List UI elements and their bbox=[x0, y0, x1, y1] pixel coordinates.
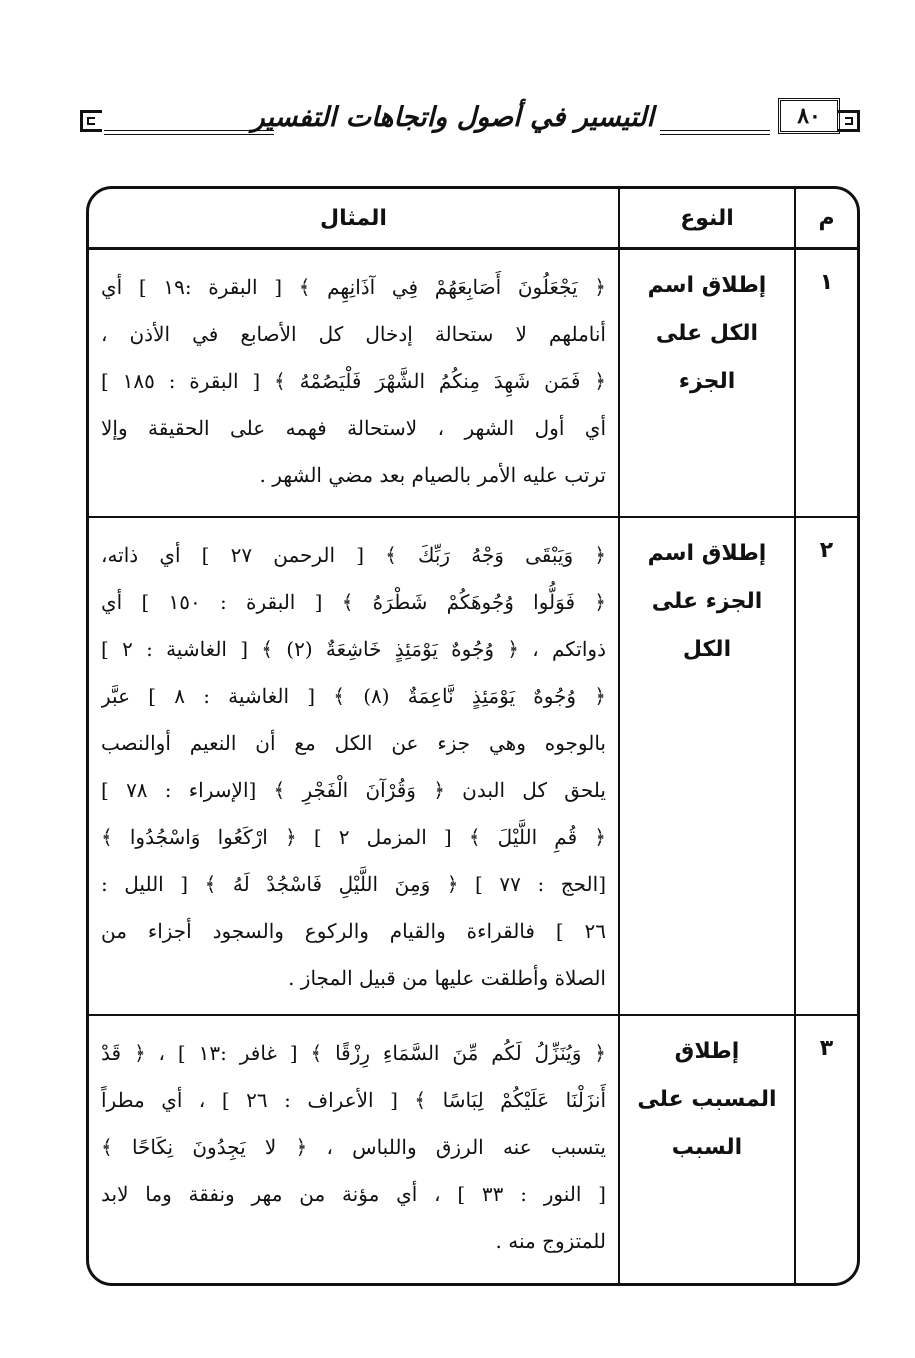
example-line: [ النور : ٣٣ ] ، أي مؤنة من مهر ونفقة وما لابد bbox=[101, 1181, 606, 1206]
example-line: ﴿ وَيُنَزِّلُ لَكُم مِّنَ السَّمَاءِ رِزْقًا ﴾ [ غافر :١٣ ] ، ﴿ قَدْ bbox=[101, 1040, 606, 1065]
example-line: يتسبب عنه الرزق واللباس ، ﴿ لا يَجِدُونَ نِكَاحًا ﴾ bbox=[101, 1134, 606, 1159]
type-line: الكل bbox=[682, 636, 732, 662]
type-line: المسبب على bbox=[637, 1086, 777, 1112]
example-line: ﴿ وَيَبْقَى وَجْهُ رَبِّكَ ﴾ [ الرحمن ٢٧ ] أي ذاته، bbox=[101, 542, 606, 567]
example-line: يلحق كل البدن ﴿ وَقُرْآنَ الْفَجْرِ ﴾ [الإسراء : ٧٨ ] bbox=[101, 777, 606, 802]
running-header bbox=[80, 96, 860, 152]
type-line: الجزء على bbox=[651, 588, 763, 614]
example-line: أَنزَلْنَا عَلَيْكُمْ لِبَاسًا ﴾ [ الأعراف : ٢٦ ] ، أي مطراً bbox=[101, 1087, 606, 1112]
example-line: الصلاة وأطلقت عليها من قبيل المجاز . bbox=[288, 965, 606, 990]
page-number: ٨٠ bbox=[778, 98, 840, 134]
example-line: ذواتكم ، ﴿ وُجُوهٌ يَوْمَئِذٍ خَاشِعَةٌ (٢) ﴾ [ الغاشية : ٢ ] bbox=[101, 636, 606, 661]
column-header-type: النوع bbox=[619, 189, 795, 249]
table bbox=[89, 189, 857, 1283]
type-line: إطلاق bbox=[674, 1038, 740, 1064]
figures-of-speech-table bbox=[86, 186, 860, 1286]
type-line: إطلاق اسم bbox=[647, 540, 767, 566]
corner-ornament-right bbox=[838, 110, 860, 132]
example-line: ﴿ فَمَن شَهِدَ مِنكُمُ الشَّهْرَ فَلْيَصُمْهُ ﴾ [ البقرة : ١٨٥ ] bbox=[101, 369, 606, 393]
example-line: ﴿ فَوَلُّوا وُجُوهَكُمْ شَطْرَهُ ﴾ [ البقرة : ١٥٠ ] أي bbox=[101, 589, 606, 614]
column-header-num: م bbox=[795, 189, 857, 249]
type-line: الكل على bbox=[655, 321, 759, 346]
row-type bbox=[619, 1015, 795, 1284]
type-line: إطلاق اسم bbox=[647, 273, 767, 298]
type-line: الجزء bbox=[678, 369, 736, 394]
row-example bbox=[89, 517, 619, 1015]
row-number: ٢ bbox=[795, 517, 857, 1015]
table-row bbox=[89, 517, 857, 1015]
row-example bbox=[89, 249, 619, 517]
row-example bbox=[89, 1015, 619, 1284]
row-number: ٣ bbox=[795, 1015, 857, 1284]
example-line: ﴿ يَجْعَلُونَ أَصَابِعَهُمْ فِي آذَانِهِم ﴾ [ البقرة :١٩ ] أي bbox=[101, 275, 606, 299]
column-header-example: المثال bbox=[89, 189, 619, 249]
example-line: ﴿ قُمِ اللَّيْلَ ﴾ [ المزمل ٢ ] ﴿ ارْكَعُوا وَاسْجُدُوا ﴾ bbox=[101, 824, 606, 849]
header-rule-left bbox=[104, 130, 274, 135]
example-line: ترتب عليه الأمر بالصيام بعد مضي الشهر . bbox=[259, 463, 606, 487]
table-row bbox=[89, 1015, 857, 1284]
book-title: التيسير في أصول واتجاهات التفسير bbox=[251, 102, 654, 133]
corner-ornament-left bbox=[80, 110, 102, 132]
example-line: ﴿ وُجُوهٌ يَوْمَئِذٍ نَّاعِمَةٌ (٨) ﴾ [ الغاشية : ٨ ] عبَّر bbox=[101, 683, 606, 708]
example-line: للمتزوج منه . bbox=[495, 1228, 606, 1253]
row-type bbox=[619, 517, 795, 1015]
header-rule-right bbox=[660, 130, 770, 135]
row-number: ١ bbox=[795, 249, 857, 517]
example-line: بالوجوه وهي جزء عن الكل مع أن النعيم أوالنصب bbox=[101, 730, 606, 755]
table-header-row bbox=[89, 189, 857, 249]
example-line: ٢٦ ] فالقراءة والقيام والركوع والسجود أجزاء من bbox=[101, 918, 606, 943]
row-type bbox=[619, 249, 795, 517]
example-line: أي أول الشهر ، لاستحالة فهمه على الحقيقة وإلا bbox=[101, 416, 606, 440]
example-line: أناملهم لا ستحالة إدخال كل الأصابع في الأذن ، bbox=[101, 322, 606, 346]
type-line: السبب bbox=[671, 1134, 743, 1160]
example-line: [الحج : ٧٧ ] ﴿ وَمِنَ اللَّيْلِ فَاسْجُدْ لَهُ ﴾ [ الليل : bbox=[101, 871, 606, 896]
table-row bbox=[89, 249, 857, 517]
